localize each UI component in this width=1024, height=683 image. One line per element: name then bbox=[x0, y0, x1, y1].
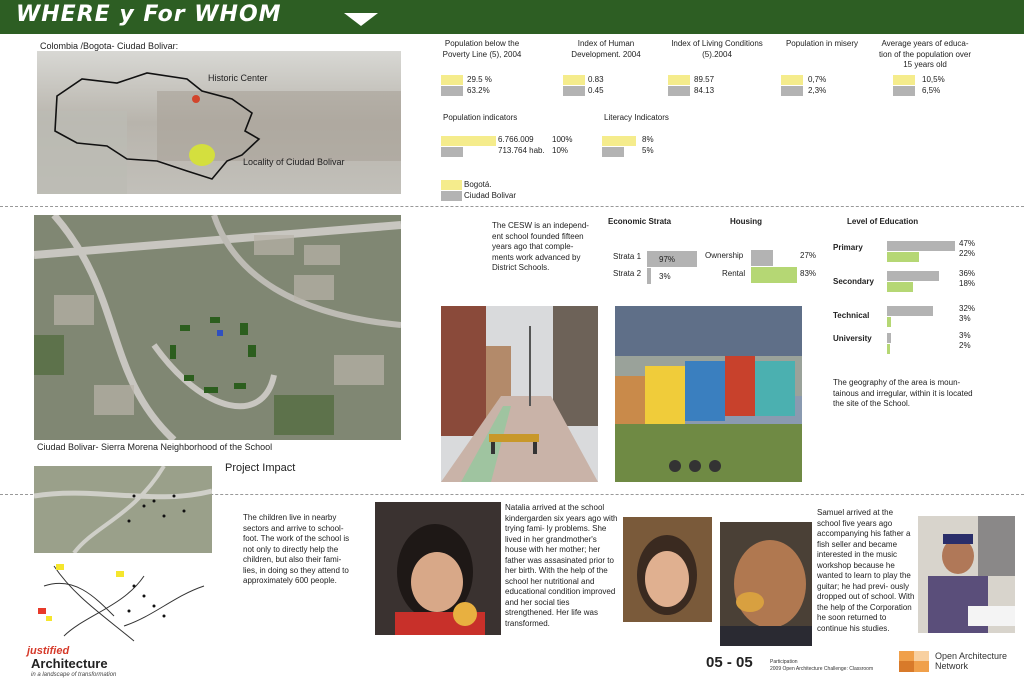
impact-text: The children live in nearby sectors and arrive to school- foot. The work of the school is not only to directly help the children, but also their fami- lies, in doing so they attend to approximately 600 people. bbox=[243, 513, 350, 585]
stat-bar-b bbox=[668, 86, 690, 96]
stat-bar-a bbox=[441, 75, 463, 85]
education-row-label: Secondary bbox=[833, 277, 874, 286]
stat-bar-a bbox=[893, 75, 915, 85]
education-value-b: 18% bbox=[959, 279, 976, 288]
stat-value: 89.57 bbox=[694, 75, 715, 84]
strata-2-bar bbox=[647, 268, 651, 284]
education-bar-a bbox=[887, 333, 891, 343]
housing-ownership-bar bbox=[751, 250, 773, 266]
geography-text: The geography of the area is moun- tainous and irregular, within it is located the site of the School. bbox=[833, 378, 973, 408]
education-row-label: Primary bbox=[833, 243, 863, 252]
stat-value: 0.83 bbox=[588, 75, 604, 84]
strata-1-value: 97% bbox=[659, 255, 676, 264]
stat-bar-b bbox=[563, 86, 585, 96]
education-value-b: 22% bbox=[959, 249, 976, 258]
literacy-bar-a bbox=[602, 136, 636, 146]
literacy-a: 8% bbox=[642, 135, 654, 144]
stat-title-misery: Population in misery bbox=[785, 39, 859, 48]
education-value-b: 2% bbox=[959, 341, 971, 350]
strata-2-value: 3% bbox=[659, 272, 671, 281]
housing-title: Housing bbox=[730, 217, 762, 226]
stat-title-poverty: Population below the Poverty Line (5), 2004 bbox=[442, 39, 522, 59]
dropdown-triangle-icon[interactable] bbox=[344, 13, 378, 26]
education-chart bbox=[833, 237, 983, 357]
aerial-caption: Ciudad Bolivar- Sierra Morena Neighborhood of the School bbox=[37, 442, 273, 452]
challenge-label: 2009 Open Architecture Challenge: Classroom bbox=[770, 666, 874, 672]
literacy-title: Literacy Indicators bbox=[604, 113, 669, 122]
stat-bar-a bbox=[668, 75, 690, 85]
stat-value: 29.5 % bbox=[467, 75, 492, 84]
education-bar-b bbox=[887, 344, 890, 354]
legend-ciudad-bolivar: Ciudad Bolivar bbox=[464, 191, 517, 200]
hillside-photo bbox=[615, 306, 802, 482]
legend-swatch-ciudad-bolivar bbox=[441, 191, 462, 201]
housing-rental-value: 83% bbox=[800, 269, 817, 278]
stat-title-living: Index of Living Conditions (5).2004 bbox=[671, 39, 763, 59]
education-value-a: 32% bbox=[959, 304, 976, 313]
oan-name-2: Network bbox=[935, 661, 969, 671]
population-b-pct: 10% bbox=[552, 146, 569, 155]
population-a-pct: 100% bbox=[552, 135, 573, 144]
population-b: 713.764 hab. bbox=[498, 146, 545, 155]
stat-value: 0,7% bbox=[808, 75, 827, 84]
map-caption: Colombia /Bogota- Ciudad Bolivar: bbox=[40, 41, 179, 51]
oan-logo-icon bbox=[899, 651, 929, 672]
education-title: Level of Education bbox=[847, 217, 919, 226]
natalia-photo bbox=[375, 502, 501, 635]
education-bar-a bbox=[887, 241, 955, 251]
boy-eating-photo bbox=[720, 522, 812, 646]
stat-value: 84.13 bbox=[694, 86, 715, 95]
strata-title: Economic Strata bbox=[608, 217, 672, 226]
education-value-a: 47% bbox=[959, 239, 976, 248]
historic-center-label: Historic Center bbox=[208, 73, 268, 83]
strata-2-label: Strata 2 bbox=[613, 269, 642, 278]
stat-value: 63.2% bbox=[467, 86, 490, 95]
stat-bar-b bbox=[441, 86, 463, 96]
education-bar-b bbox=[887, 282, 913, 292]
education-bar-b bbox=[887, 317, 891, 327]
stat-value: 10,5% bbox=[922, 75, 945, 84]
street-photo bbox=[441, 306, 598, 482]
stat-bar-b bbox=[893, 86, 915, 96]
locality-label: Locality of Ciudad Bolivar bbox=[243, 157, 345, 167]
page-title: WHERE y For WHOM bbox=[16, 2, 282, 27]
stat-value: 0.45 bbox=[588, 86, 604, 95]
cesw-text: The CESW is an independ- ent school founded fifteen years ago that comple- ments work advanced by District Schools. bbox=[492, 221, 589, 272]
stat-value: 2,3% bbox=[808, 86, 827, 95]
small-aerial-map bbox=[34, 466, 212, 553]
stat-bar-a bbox=[563, 75, 585, 85]
natalia-text: Natalia arrived at the school kindergarden six years ago with trying fami- ly problems. She lived in her grandmother's house with her mother; her father was assasinated prior to her birth. With the help of the school her nutritional and educational condition improved and her social ties strengthened. Her life was transformed. bbox=[505, 503, 618, 628]
population-title: Population indicators bbox=[443, 113, 518, 122]
logo-tagline: in a landscape of transformation bbox=[31, 672, 117, 678]
education-value-b: 3% bbox=[959, 314, 971, 323]
section-divider bbox=[0, 206, 1024, 207]
housing-ownership-label: Ownership bbox=[705, 251, 744, 260]
strata-1-label: Strata 1 bbox=[613, 252, 642, 261]
housing-ownership-value: 27% bbox=[800, 251, 817, 260]
education-bar-a bbox=[887, 271, 939, 281]
oan-name-1: Open Architecture bbox=[935, 651, 1008, 661]
stat-title-education-years: Average years of educa- tion of the population over 15 years old bbox=[878, 39, 972, 69]
population-a: 6.766.009 bbox=[498, 135, 534, 144]
education-value-a: 36% bbox=[959, 269, 976, 278]
education-row-label: Technical bbox=[833, 311, 870, 320]
education-bar-a bbox=[887, 306, 933, 316]
literacy-b: 5% bbox=[642, 146, 654, 155]
legend-bogota: Bogotá. bbox=[464, 180, 492, 189]
education-bar-b bbox=[887, 252, 919, 262]
logo-main: Architecture bbox=[31, 656, 108, 671]
stat-bar-a bbox=[781, 75, 803, 85]
stat-title-hdi: Index of Human Development. 2004 bbox=[571, 39, 641, 59]
housing-rental-label: Rental bbox=[722, 269, 746, 278]
stat-bar-b bbox=[781, 86, 803, 96]
small-line-map bbox=[34, 556, 212, 646]
logo-top: justified bbox=[27, 645, 70, 657]
impact-title: Project Impact bbox=[225, 462, 296, 474]
legend-swatch-bogota bbox=[441, 180, 462, 190]
population-bar-b bbox=[441, 147, 463, 157]
page-number: 05 - 05 bbox=[706, 654, 753, 671]
girl-photo bbox=[623, 517, 712, 622]
participation-label: Participation bbox=[770, 659, 798, 665]
education-row-label: University bbox=[833, 334, 872, 343]
education-value-a: 3% bbox=[959, 331, 971, 340]
stat-value: 6,5% bbox=[922, 86, 941, 95]
samuel-photo bbox=[918, 516, 1015, 633]
literacy-bar-b bbox=[602, 147, 624, 157]
samuel-text: Samuel arrived at the school five years ago accompanying his father a fish seller and became interested in the music workshop because he wanted to learn to play the guitar; he had previ- ously dropped out of school. With the help of the Corporation he soon returned to continue his studies. bbox=[817, 508, 915, 633]
housing-rental-bar bbox=[751, 267, 797, 283]
population-bar-a bbox=[441, 136, 496, 146]
aerial-photo bbox=[34, 215, 401, 440]
